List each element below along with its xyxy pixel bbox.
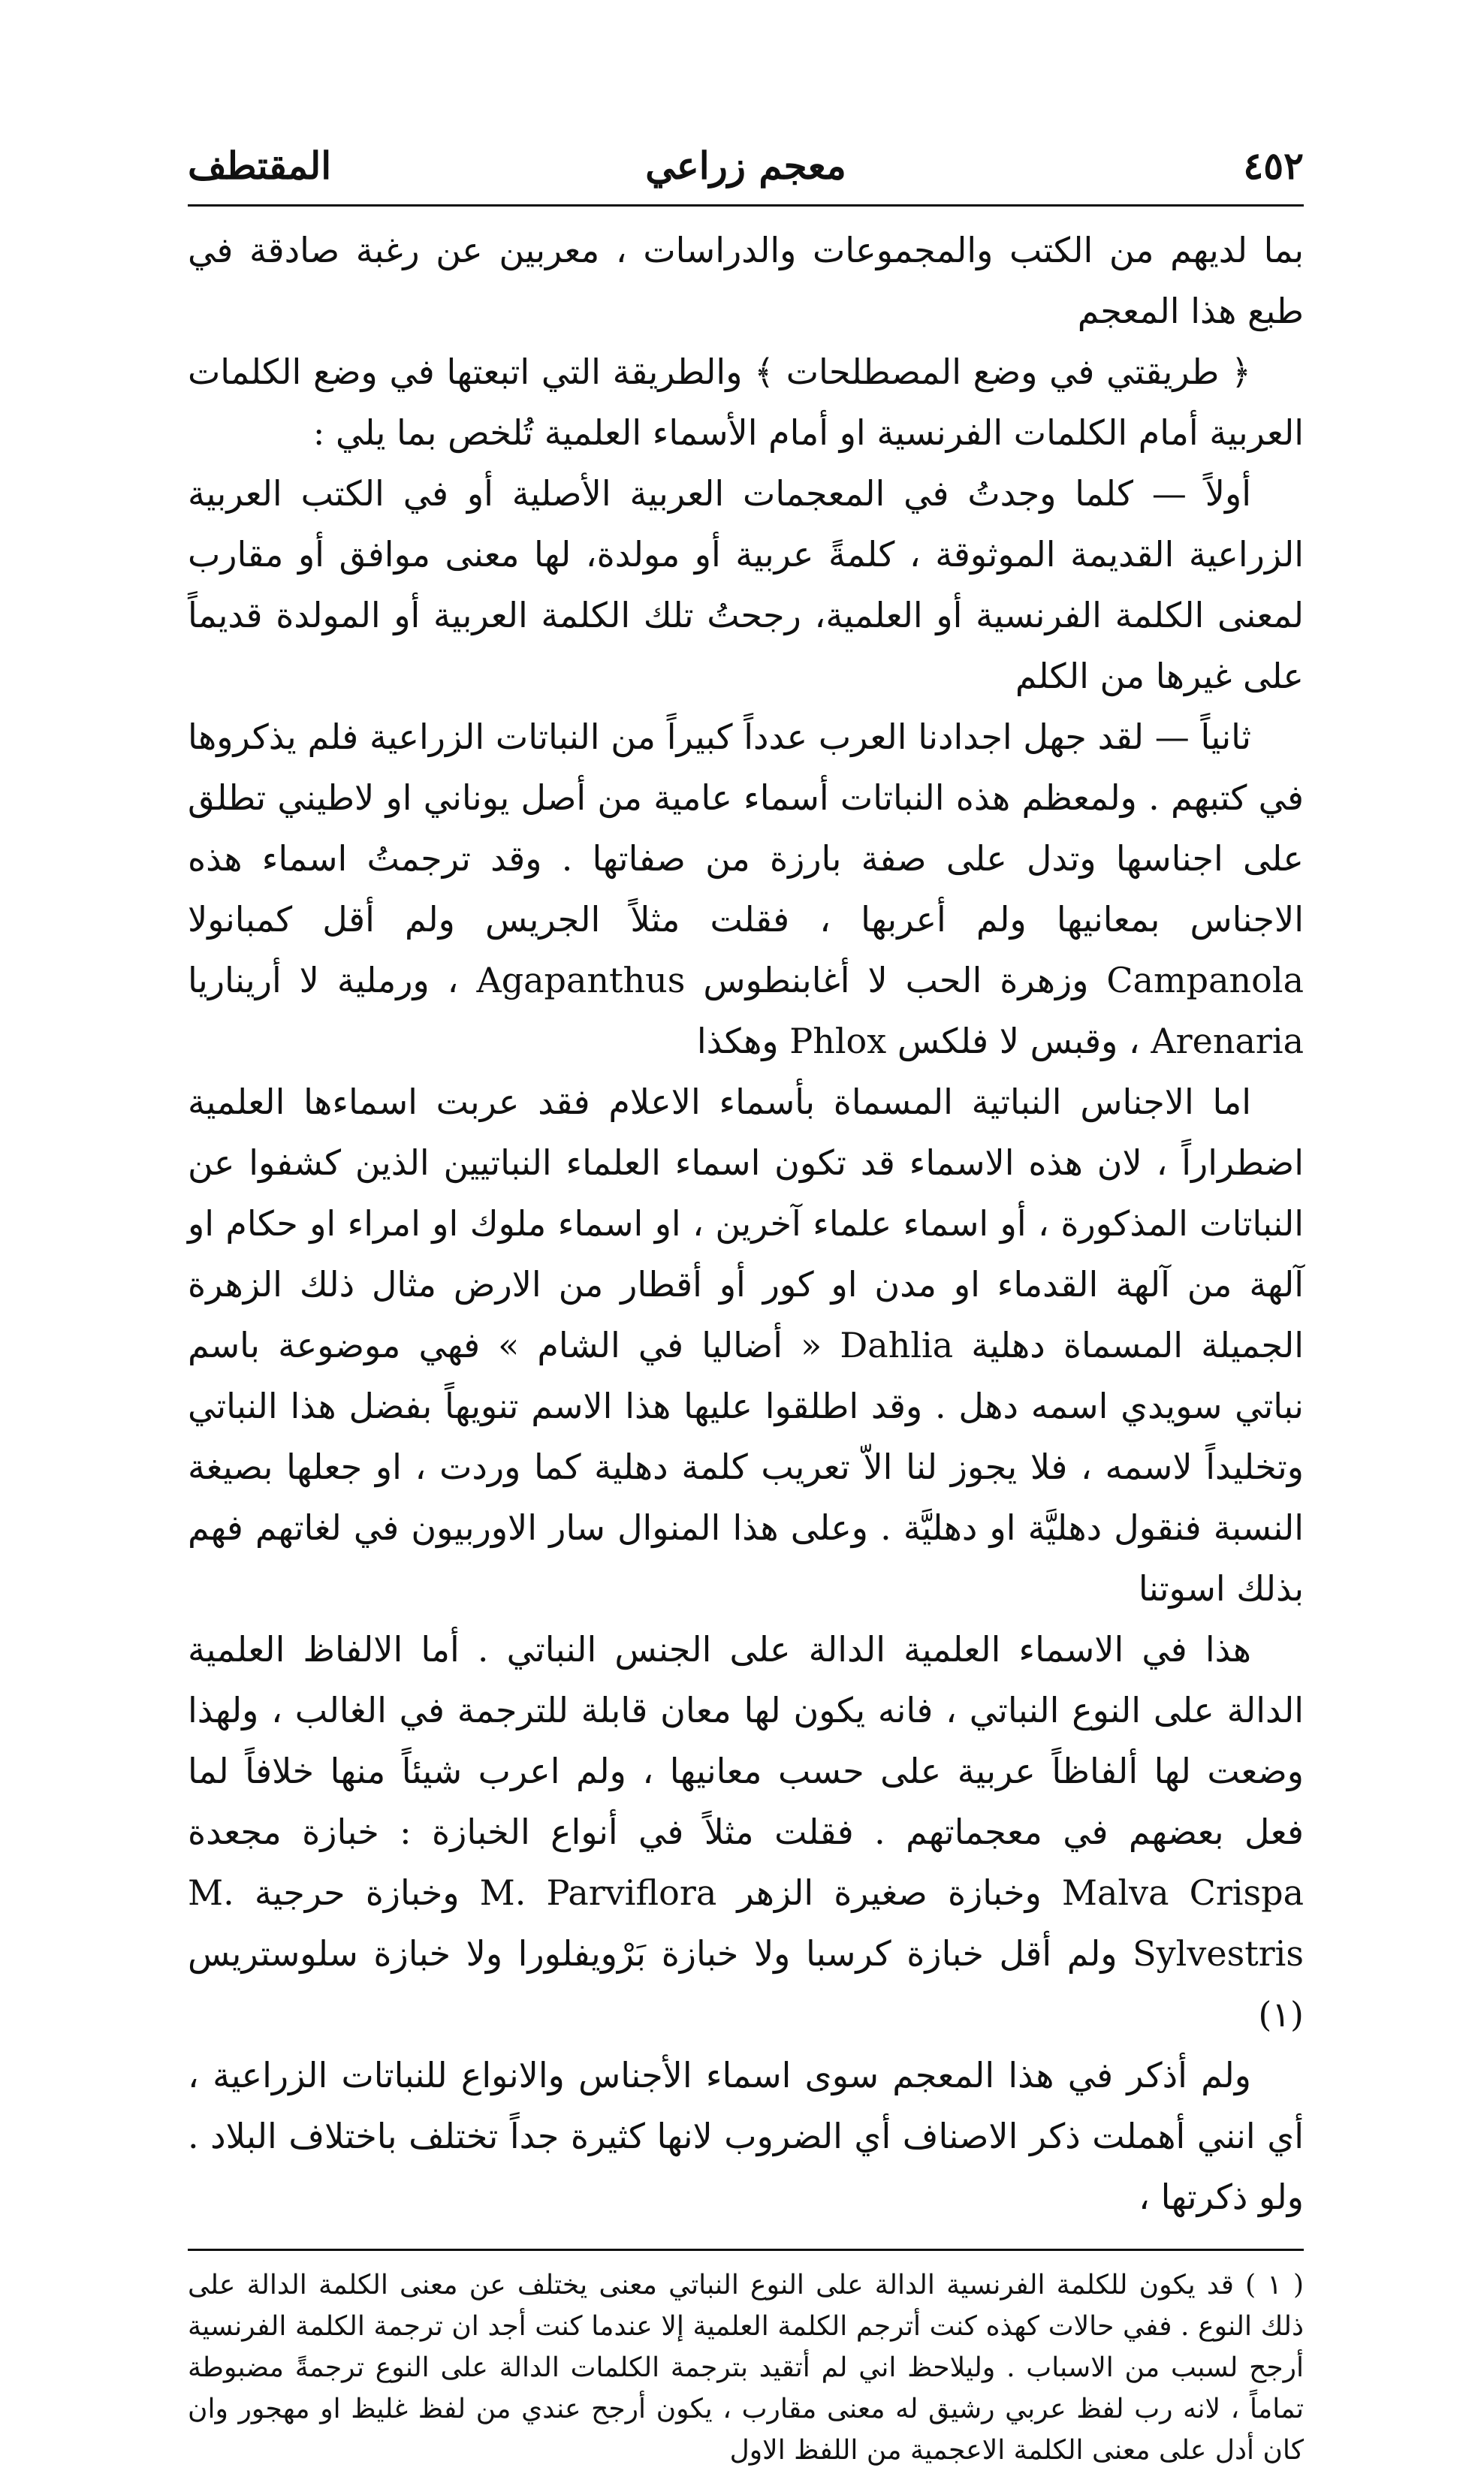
footnote <box>188 2264 1304 2471</box>
page-number: ٤٥٢ <box>1243 143 1304 188</box>
paragraph: ولم أذكر في هذا المعجم سوى اسماء الأجناس والانواع للنباتات الزراعية ، أي انني أهملت ذكر الاصناف أي الضروب لانها كثيرة جداً تختلف باختلاف البلاد . ولو ذكرتها ، <box>188 2055 1304 2217</box>
paragraph: اما الاجناس النباتية المسماة بأسماء الاعلام فقد عربت اسماءها العلمية اضطراراً ، لان هذه الاسماء قد تكون اسماء العلماء النباتيين الذين كشفوا عن النباتات المذكورة ، أو اسماء علماء آخرين ، او اسماء ملوك او امراء او حكام او آلهة من آلهة القدماء او مدن او كور أو أقطار من الارض مثال ذلك الزهرة الجميلة المسماة دهلية Dahlia « أضاليا في الشام » فهي موضوعة باسم نباتي سويدي اسمه دهل . وقد اطلقوا عليها هذا الاسم تنويهاً بفضل هذا النباتي وتخليداً لاسمه ، فلا يجوز لنا الاّ تعريب كلمة دهلية كما وردت ، او جعلها بصيغة النسبة فنقول دهليَّة او دهليَّة . وعلى هذا المنوال سار الاوربيون في لغاتهم فهم بذلك اسوتنا <box>188 1082 1304 1609</box>
running-header <box>188 105 1304 188</box>
footnote-rule <box>188 2249 1304 2251</box>
paragraph: ﴿ طريقتي في وضع المصطلحات ﴾ والطريقة التي اتبعتها في وضع الكلمات العربية أمام الكلمات الفرنسية او أمام الأسماء العلمية تُلخص بما يلي : <box>188 351 1304 453</box>
footnote-text: ( ١ ) قد يكون للكلمة الفرنسية الدالة على النوع النباتي معنى يختلف عن معنى الكلمة الدالة على ذلك النوع . ففي حالات كهذه كنت أترجم الكلمة العلمية إلا عندما كنت أجد ان ترجمة الكلمة الفرنسية أرجح لسبب من الاسباب . وليلاحظ اني لم أتقيد بترجمة الكلمات الدالة على النوع ترجمةً مضبوطة تماماً ، لانه رب لفظ عربي رشيق له معنى مقارب ، يكون أرجح عندي من لفظ غليظ او مهجور وان كان أدل على معنى الكلمة الاعجمية من اللفظ الاول <box>188 2270 1304 2466</box>
journal-name: المقتطف <box>188 143 332 188</box>
paragraph: هذا في الاسماء العلمية الدالة على الجنس النباتي . أما الالفاظ العلمية الدالة على النوع النباتي ، فانه يكون لها معان قابلة للترجمة في الغالب ، ولهذا وضعت لها ألفاظاً عربية على حسب معانيها ، ولم اعرب شيئاً منها خلافاً لما فعل بعضهم في معجماتهم . فقلت مثلاً في أنواع الخبازة : خبازة مجعدة Malva Crispa وخبازة صغيرة الزهر M. Parviflora وخبازة حرجية M. Sylvestris ولم أقل خبازة كرسبا ولا خبازة بَرْويفلورا ولا خبازة سلوستريس (١) <box>188 1629 1304 2035</box>
paragraph: أولاً — كلما وجدتُ في المعجمات العربية الأصلية أو في الكتب العربية الزراعية القديمة الموثوقة ، كلمةً عربية أو مولدة، لها معنى موافق أو مقارب لمعنى الكلمة الفرنسية أو العلمية، رجحتُ تلك الكلمة العربية أو المولدة قديماً على غيرها من الكلم <box>188 473 1304 696</box>
paragraph: ثانياً — لقد جهل اجدادنا العرب عدداً كبيراً من النباتات الزراعية فلم يذكروها في كتبهم . ولمعظم هذه النباتات أسماء عامية من أصل يوناني او لاطيني تطلق على اجناسها وتدل على صفة بارزة من صفاتها . وقد ترجمتُ اسماء هذه الاجناس بمعانيها ولم أعربها ، فقلت مثلاً الجريس ولم أقل كمبانولا Campanola وزهرة الحب لا أغابنطوس Agapanthus ، ورملية لا أريناريا Arenaria ، وقبس لا فلكس Phlox وهكذا <box>188 717 1304 1061</box>
header-rule <box>188 204 1304 207</box>
paragraph: بما لديهم من الكتب والمجموعات والدراسات ، معربين عن رغبة صادقة في طبع هذا المعجم <box>188 230 1304 331</box>
running-title: معجم زراعي <box>645 143 846 188</box>
body-text <box>188 220 1304 2228</box>
